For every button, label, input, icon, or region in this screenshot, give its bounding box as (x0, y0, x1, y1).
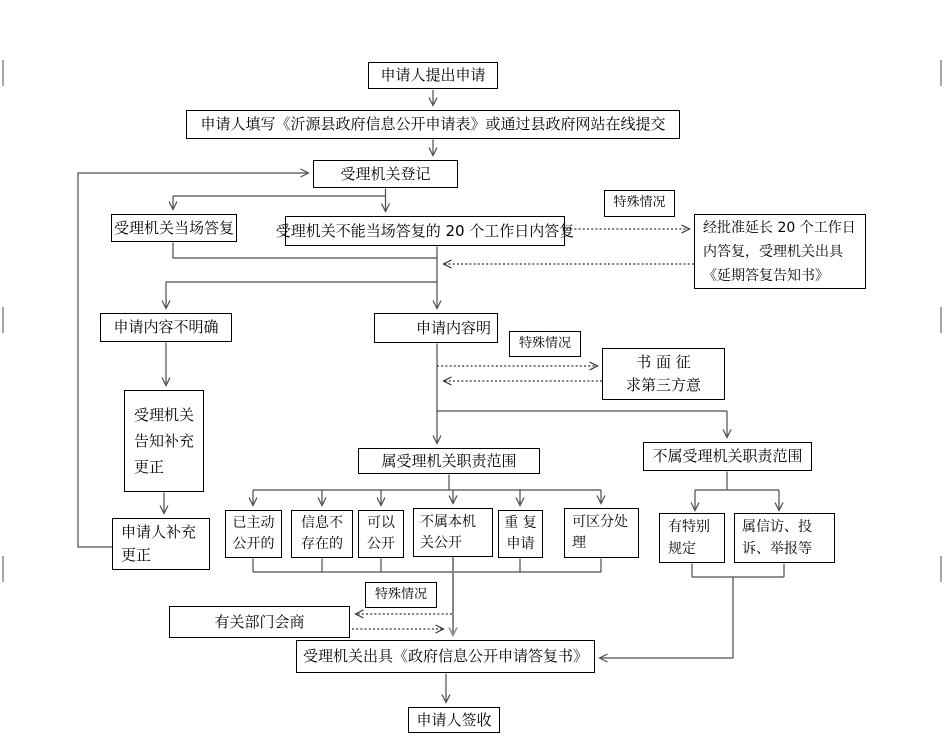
node-special-case-mid (509, 331, 581, 357)
supplement-line-1: 申请人补充 (121, 523, 197, 541)
page-edge-mark (940, 556, 942, 582)
node-special-rule (659, 513, 725, 563)
notify-line-2: 告知补充 (134, 432, 195, 450)
third-party-line-2: 求第三方意 (625, 376, 701, 394)
not-this-organ-line-2: 关公开 (420, 534, 462, 551)
stubs-bus-bottom (253, 559, 601, 573)
bracket-right (692, 564, 784, 578)
special-case-label: 特殊情况 (518, 335, 571, 351)
node-fill-form-label: 申请人填写《沂源县政府信息公开申请表》或通过县政府网站在线提交 (200, 115, 666, 134)
page-edge-mark (2, 307, 4, 333)
page-edge-mark (2, 556, 4, 582)
extend-line-2: 内答复，受理机关出具 (703, 243, 843, 260)
node-petition (734, 513, 835, 563)
node-separable (564, 508, 639, 558)
node-extend-reply (694, 214, 866, 289)
node-not-this-organ (413, 508, 493, 557)
branch-outscope (695, 472, 779, 491)
node-third-party (602, 348, 725, 400)
arrow-right-to-issue-reply (600, 577, 733, 658)
node-content-clear (374, 313, 498, 343)
special-case-label: 特殊情况 (374, 586, 427, 602)
node-consult (169, 606, 350, 638)
page-edge-mark (2, 60, 4, 86)
repeat-line-2: 申请 (506, 536, 535, 552)
node-notify-supplement (124, 390, 204, 492)
page-edge-mark (940, 60, 942, 86)
petition-line-1: 属信访、投 (742, 519, 812, 535)
extend-line-1: 经批准延长 20 个工作日 (703, 219, 856, 236)
node-issue-reply-label: 受理机关出具《政府信息公开申请答复书》 (302, 647, 588, 666)
node-reply-20-days-label: 受理机关不能当场答复的 20 个工作日内答复 (275, 221, 575, 240)
petition-line-2: 诉、举报等 (742, 541, 812, 557)
node-onspot-reply-label: 受理机关当场答复 (113, 218, 234, 237)
already-public-line-2: 公开的 (232, 536, 275, 552)
node-fill-form (186, 110, 680, 139)
node-not-exist (291, 510, 353, 558)
node-sign-receipt-label: 申请人签收 (416, 710, 492, 729)
not-exist-line-1: 信息不 (301, 515, 343, 531)
node-in-scope (358, 448, 540, 474)
extend-line-3: 《延期答复告知书》 (703, 267, 829, 284)
node-register (313, 160, 458, 188)
node-register-label: 受理机关登记 (340, 164, 431, 183)
page-edge-mark (940, 307, 942, 333)
node-applicant-supplement (112, 518, 210, 570)
node-issue-reply (296, 640, 595, 673)
separable-line-2: 理 (572, 535, 586, 551)
node-in-scope-label: 属受理机关职责范围 (381, 451, 517, 470)
node-special-case-bottom (365, 582, 437, 608)
node-out-of-scope (643, 442, 812, 471)
node-onspot-reply (111, 214, 237, 242)
node-consult-label: 有关部门会商 (214, 612, 305, 631)
branch-register (173, 189, 386, 197)
special-rule-line-2: 规定 (668, 541, 696, 557)
node-repeat-apply (498, 510, 543, 558)
special-case-label: 特殊情况 (613, 195, 666, 211)
node-reply-20-days (275, 216, 575, 246)
not-this-organ-line-1: 不属本机 (420, 513, 476, 530)
dotted-connectors (352, 229, 694, 629)
can-public-line-2: 公开 (367, 536, 395, 552)
repeat-line-1: 重 复 (504, 515, 537, 531)
node-can-public (358, 510, 404, 558)
notify-line-3: 更正 (134, 458, 165, 476)
third-party-line-1: 书 面 征 (636, 353, 691, 371)
node-submit (368, 62, 498, 89)
can-public-line-1: 可以 (367, 515, 395, 531)
not-exist-line-2: 存在的 (301, 536, 343, 552)
separable-line-1: 可区分处 (572, 514, 628, 530)
node-content-unclear (100, 313, 232, 342)
node-special-case-top (604, 190, 675, 217)
supplement-line-2: 更正 (121, 546, 152, 564)
node-submit-label: 申请人提出申请 (380, 66, 486, 85)
node-content-unclear-label: 申请内容不明确 (113, 318, 219, 337)
node-sign-receipt (408, 707, 500, 733)
node-content-clear-label: 申请内容明 (415, 318, 491, 337)
special-rule-line-1: 有特别 (668, 519, 710, 535)
already-public-line-1: 已主动 (232, 515, 275, 531)
node-already-public (225, 510, 282, 558)
notify-line-1: 受理机关 (134, 406, 195, 424)
node-out-of-scope-label: 不属受理机关职责范围 (652, 447, 803, 466)
